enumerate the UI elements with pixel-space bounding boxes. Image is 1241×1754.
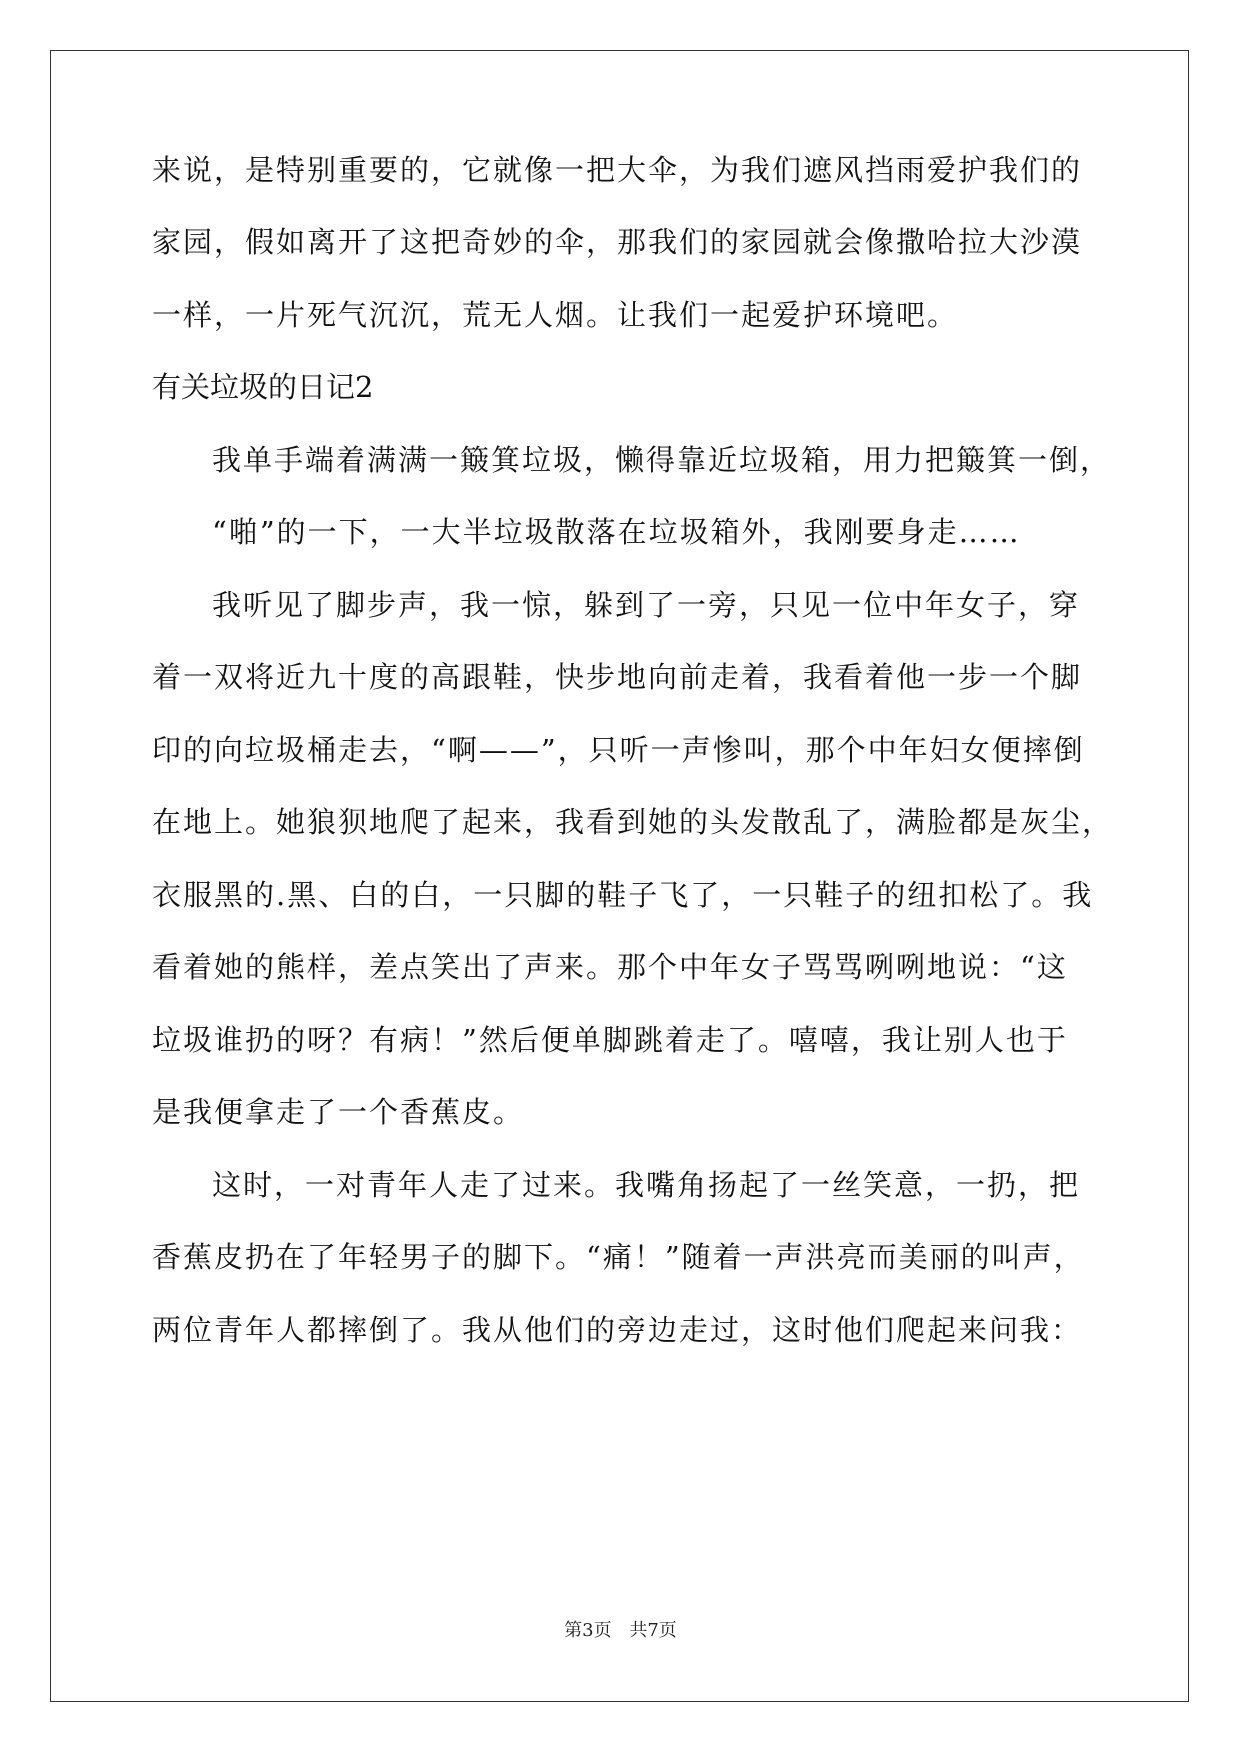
text-line: 看着她的熊样，差点笑出了声来。那个中年女子骂骂咧咧地说：“这 — [152, 950, 1068, 984]
page-footer — [0, 1619, 1241, 1643]
text-line: 衣服黑的.黑、白的白，一只脚的鞋子飞了，一只鞋子的纽扣松了。我 — [152, 878, 1094, 912]
total-pages: 共7页 — [629, 1620, 677, 1641]
text-line: 着一双将近九十度的高跟鞋，快步地向前走着，我看着他一步一个脚 — [152, 660, 1083, 694]
section-heading: 有关垃圾的日记2 — [152, 370, 374, 404]
text-line: 来说，是特别重要的，它就像一把大伞，为我们遮风挡雨爱护我们的 — [152, 153, 1083, 187]
text-line: 是我便拿走了一个香蕉皮。 — [152, 1095, 525, 1129]
text-line: 香蕉皮扔在了年轻男子的脚下。“痛！”随着一声洪亮而美丽的叫声， — [152, 1240, 1085, 1274]
text-line: 垃圾谁扔的呀？有病！”然后便单脚跳着走了。嘻嘻，我让别人也于 — [152, 1023, 1068, 1057]
page-number: 第3页 — [564, 1620, 612, 1641]
text-line: 一样，一片死气沉沉，荒无人烟。让我们一起爱护环境吧。 — [152, 298, 959, 332]
text-line: 两位青年人都摔倒了。我从他们的旁边走过，这时他们爬起来问我： — [152, 1313, 1083, 1347]
text-line: 家园，假如离开了这把奇妙的伞，那我们的家园就会像撒哈拉大沙漠 — [152, 225, 1083, 259]
text-line: 我听见了脚步声，我一惊，躲到了一旁，只见一位中年女子，穿 — [212, 588, 1081, 622]
text-line: “啪”的一下，一大半垃圾散落在垃圾箱外，我刚要身走…… — [212, 515, 1021, 549]
text-line: 印的向垃圾桶走去，“啊——”，只听一声惨叫，那个中年妇女便摔倒 — [152, 733, 1085, 767]
text-line: 在地上。她狼狈地爬了起来，我看到她的头发散乱了，满脸都是灰尘， — [152, 805, 1114, 839]
text-line: 这时，一对青年人走了过来。我嘴角扬起了一丝笑意，一扔，把 — [212, 1168, 1081, 1202]
text-line: 我单手端着满满一簸箕垃圾，懒得靠近垃圾箱，用力把簸箕一倒， — [212, 443, 1112, 477]
